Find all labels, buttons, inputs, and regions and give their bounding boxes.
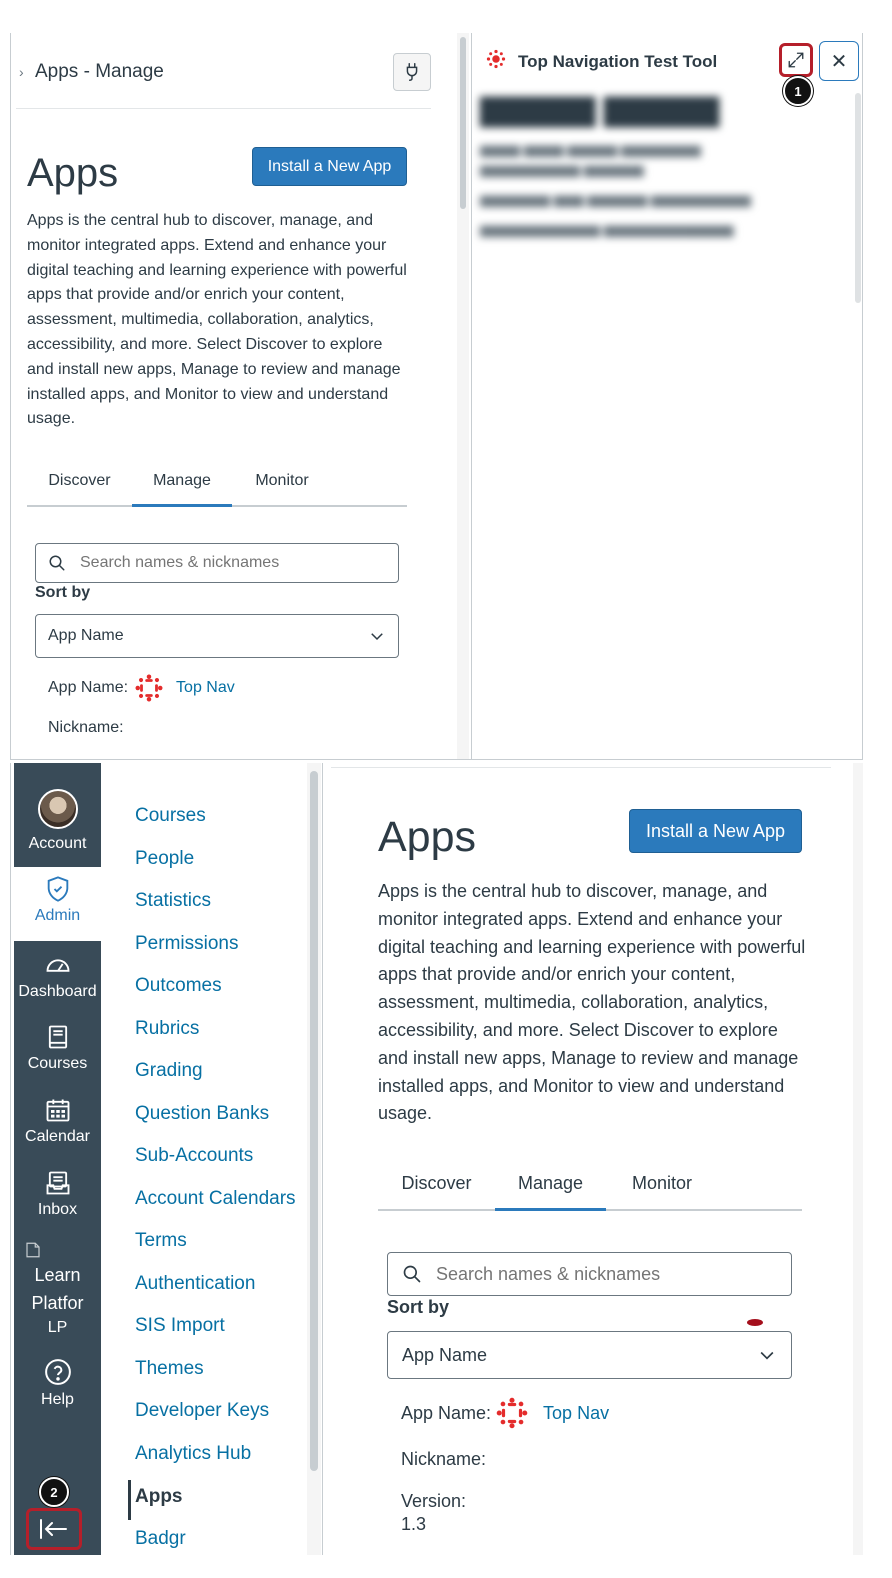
sort-by-value: App Name xyxy=(48,627,124,644)
nav-rubrics[interactable]: Rubrics xyxy=(135,1018,200,1039)
callout-1: 1 xyxy=(783,76,813,106)
sort-by-label: Sort by xyxy=(387,1297,450,1317)
tab-monitor[interactable]: Monitor xyxy=(631,1173,693,1193)
sort-by-select[interactable] xyxy=(387,1331,792,1379)
help-icon xyxy=(14,1357,101,1387)
global-nav-admin[interactable] xyxy=(14,867,101,941)
tool-header xyxy=(486,49,717,74)
tab-discover[interactable]: Discover xyxy=(48,472,111,489)
apps-page-narrow xyxy=(11,33,457,760)
page-description: Apps is the central hub to discover, manage, and monitor integrated apps. Extend and enhance your digital teaching and learning experience with powerful apps that provide and/or enrich your content, assessment, multimedia, collaboration, analytics, accessibility, and more. Select Discover to explore and install new apps, Manage to review and manage installed apps, and Monitor to view and understand usage. xyxy=(378,881,806,1124)
search-input[interactable] xyxy=(434,1263,791,1286)
global-nav-label: Help xyxy=(41,1391,74,1408)
tab-monitor[interactable]: Monitor xyxy=(255,472,309,489)
canvas-logo-icon xyxy=(495,1396,529,1430)
nav-question-banks[interactable]: Question Banks xyxy=(135,1103,270,1124)
install-new-app-button[interactable]: Install a New App xyxy=(629,809,802,853)
nickname-label: Nickname: xyxy=(48,719,124,736)
nav-statistics[interactable]: Statistics xyxy=(135,890,212,911)
nav-account-calendars[interactable]: Account Calendars xyxy=(135,1188,296,1209)
breadcrumb-label[interactable]: Apps - Manage xyxy=(35,61,164,82)
chevron-down-icon xyxy=(368,627,386,645)
shield-icon xyxy=(14,875,101,903)
broken-image-icon xyxy=(14,1241,101,1261)
global-nav-courses[interactable] xyxy=(14,1023,101,1073)
sort-by-value: App Name xyxy=(402,1344,488,1365)
apps-tabs xyxy=(27,465,407,507)
apps-main-content xyxy=(323,763,853,1555)
nav-themes[interactable]: Themes xyxy=(135,1358,204,1379)
nav-authentication[interactable]: Authentication xyxy=(135,1273,256,1294)
nav-courses[interactable]: Courses xyxy=(135,805,206,826)
nav-people[interactable]: People xyxy=(135,848,195,869)
global-nav-label: LP xyxy=(47,1319,68,1336)
nav-sis-import[interactable]: SIS Import xyxy=(135,1315,225,1336)
nav-grading[interactable]: Grading xyxy=(135,1060,203,1081)
canvas-logo-icon xyxy=(486,49,506,74)
install-new-app-button[interactable]: Install a New App xyxy=(252,147,407,186)
global-nav-label: Admin xyxy=(34,907,81,924)
global-nav-inbox[interactable] xyxy=(14,1169,101,1219)
version-label: Version: xyxy=(401,1491,467,1511)
apps-tabs xyxy=(378,1165,802,1211)
scrollbar[interactable] xyxy=(853,763,863,1555)
callout-2: 2 xyxy=(39,1477,69,1507)
global-nav-label: Calendar xyxy=(25,1128,90,1145)
breadcrumb xyxy=(16,53,431,109)
nav-sub-accounts[interactable]: Sub-Accounts xyxy=(135,1145,254,1166)
cursor-marker xyxy=(747,1319,763,1326)
collapse-nav-button[interactable] xyxy=(26,1508,82,1550)
chevron-down-icon xyxy=(757,1345,777,1365)
search-icon xyxy=(48,554,66,572)
nav-permissions[interactable]: Permissions xyxy=(135,933,239,954)
expand-icon xyxy=(787,51,805,69)
global-navigation xyxy=(14,763,101,1555)
account-navigation xyxy=(101,763,306,1555)
scrollbar-thumb[interactable] xyxy=(310,771,318,1471)
tool-title: Top Navigation Test Tool xyxy=(518,51,718,71)
scrollbar-thumb[interactable] xyxy=(460,37,466,209)
global-nav-label: Inbox xyxy=(37,1201,78,1218)
chevron-right-icon: › xyxy=(19,64,24,80)
nav-analytics-hub[interactable]: Analytics Hub xyxy=(135,1443,252,1464)
global-nav-learn-platform[interactable] xyxy=(14,1241,101,1337)
tab-manage[interactable]: Manage xyxy=(495,1165,606,1209)
nav-developer-keys[interactable]: Developer Keys xyxy=(135,1400,270,1421)
blurred-tool-content: ▇▇▇▇▇ ▇▇▇▇▇ ▆▆▆▆ ▆▆▆▆ ▆▆▆▆▆ ▆▆▆▆▆▆▆▆ ▆▆▆▆▆▆▆▆▆▆ ▆▆▆▆▆▆ ▆▆▆▆▆▆▆ ▆▆▆ ▆▆▆▆▆▆ ▆▆▆▆▆▆▆▆▆▆ ▆▆▆▆▆▆▆▆▆▆▆▆ ▆▆▆▆▆▆▆▆▆▆▆▆▆ xyxy=(480,94,751,237)
nav-apps[interactable]: Apps xyxy=(135,1486,183,1507)
page-title: Apps xyxy=(27,151,119,195)
tab-manage[interactable]: Manage xyxy=(132,465,232,505)
scrollbar[interactable] xyxy=(307,763,321,1555)
avatar xyxy=(38,789,78,829)
scrollbar[interactable] xyxy=(457,33,469,760)
global-nav-label: Learn Platfor xyxy=(31,1265,84,1313)
sort-by-label: Sort by xyxy=(35,584,91,601)
nickname-label: Nickname: xyxy=(401,1449,487,1469)
global-nav-help[interactable] xyxy=(14,1357,101,1409)
global-nav-label: Dashboard xyxy=(18,983,97,1000)
page-title: Apps xyxy=(378,813,477,861)
close-icon: ✕ xyxy=(830,50,848,73)
scrollbar-thumb[interactable] xyxy=(855,93,861,303)
close-button[interactable] xyxy=(819,41,859,81)
global-nav-label: Account xyxy=(28,835,87,852)
global-nav-dashboard[interactable] xyxy=(14,951,101,1001)
sort-by-select[interactable] xyxy=(35,614,399,658)
app-name-link[interactable]: Top Nav xyxy=(543,1402,610,1423)
book-icon xyxy=(14,1023,101,1051)
version-value: 1.3 xyxy=(401,1514,427,1534)
search-field[interactable] xyxy=(387,1252,792,1296)
page-description: Apps is the central hub to discover, manage, and monitor integrated apps. Extend and enhance your digital teaching and learning experience with powerful apps that provide and/or enrich your content, assessment, multimedia, collaboration, analytics, accessibility, and more. Select Discover to explore and install new apps, Manage to review and manage installed apps, and Monitor to view and understand usage. xyxy=(27,212,407,428)
nav-terms[interactable]: Terms xyxy=(135,1230,187,1251)
expand-button[interactable] xyxy=(779,43,813,77)
global-nav-calendar[interactable] xyxy=(14,1096,101,1146)
plug-icon xyxy=(401,61,423,83)
dashboard-icon xyxy=(14,951,101,979)
nav-badgr[interactable]: Badgr xyxy=(135,1528,186,1549)
app-name-link[interactable]: Top Nav xyxy=(176,679,235,696)
global-nav-label: Courses xyxy=(27,1055,88,1072)
app-name-row xyxy=(48,673,235,703)
plug-button[interactable] xyxy=(393,53,431,91)
canvas-logo-icon xyxy=(134,673,164,703)
app-name-label: App Name: xyxy=(48,679,129,696)
nav-outcomes[interactable]: Outcomes xyxy=(135,975,222,996)
search-icon xyxy=(402,1264,422,1284)
global-nav-account[interactable] xyxy=(14,789,101,853)
search-input[interactable] xyxy=(78,553,398,573)
app-name-row xyxy=(401,1396,609,1430)
inbox-icon xyxy=(14,1169,101,1197)
apps-page-full xyxy=(10,763,863,1555)
search-field[interactable] xyxy=(35,543,399,583)
active-indicator xyxy=(128,1480,131,1520)
lti-tray-view xyxy=(10,33,863,760)
tab-discover[interactable]: Discover xyxy=(401,1173,472,1193)
calendar-icon xyxy=(14,1096,101,1124)
collapse-icon xyxy=(38,1517,70,1541)
lti-tool-tray xyxy=(472,33,863,760)
app-name-label: App Name: xyxy=(401,1402,492,1423)
